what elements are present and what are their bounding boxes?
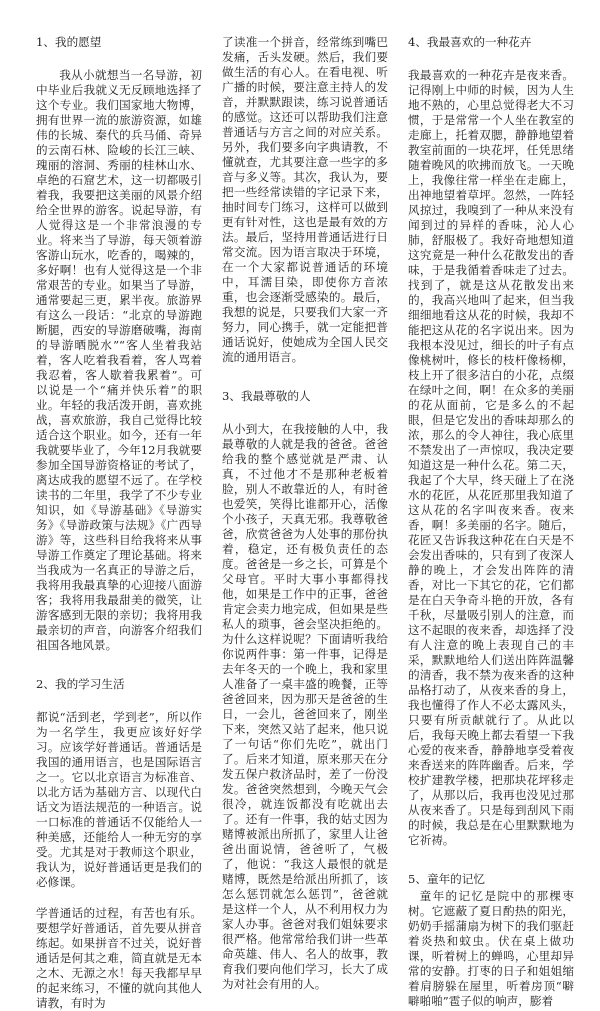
section-heading-my-wish: 1、我的愿望 [36,35,102,49]
section-heading-favorite-flower: 4、我最喜欢的一种花卉 [408,35,532,49]
paragraph-childhood-memory: 童年的记忆是院中的那棵枣树。它遮蔽了夏日酌热的阳光，奶奶手摇蒲扇为树下的我们驱赶着炎热和蚊虫。伏在桌上做功课，听着树上的蝉鸣，心里却异常的安静。打枣的日子和姐姐缩着肩膀躲在屋里，听着房顶“噼噼啪啪”雹子似的响声，膨着 [408,889,574,1008]
column-1 [36,35,202,1011]
paragraph-study-life-2: 学普通话的过程，有苦也有乐。要想学好普通话，首先要从拼音练起。如果拼音不过关，说好普通话是何其之难，简直就是无本之木、无源之水！每天我都早早的起来练习，不懂的就向其他人请教，有时为 [36,906,202,1010]
section-heading-childhood-memory: 5、童年的记忆 [408,872,485,886]
column-2 [222,35,388,992]
section-heading-respected-person: 3、我最尊敬的人 [222,389,311,403]
column-3 [408,35,574,1009]
paragraph-study-life-2-continued: 了读准一个拼音，经常练到嘴巴发痛，舌头发硬。然后，我们要做生活的有心人。在看电视、听广播的时候，要注意主持人的发音，并默默跟读，练习说普通话的感觉。这还可以帮助我们注意普通话与方言之间的对应关系。另外，我们要多向字典请教，不懂就查，尤其要注意一些字的多音与多义等。其次，我认为，要把一些经常读错的字记录下来，抽时间专门练习，这样可以做到更有针对性，这也是最有效的方法。最后，坚持用普通话进行日常交流。因为语言取决于环境，在一个大家都说普通话的环境中，耳濡目染，即使你方音浓重，也会逐渐受感染的。最后，我想的说是，只要我们大家一齐努力，同心携手，就一定能把普通话说好，使她成为全国人民交流的通用语言。 [222,35,388,364]
paragraph-my-wish: 我从小就想当一名导游，初中毕业后我就义无反顾地选择了这个专业。我们国家地大物博，拥有世界一流的旅游资源，如雄伟的长城、秦代的兵马俑、奇异的云南石林、险峻的长江三峡、瑰丽的溶洞、秀丽的桂林山水、卓绝的石窟艺术，这一切都吸引着我，我要把这美丽的风景介绍给全世界的游客。说起导游，有人觉得这是一个非常浪漫的专业。将来当了导游，每天领着游客游山玩水，吃香的，喝辣的，多好啊！也有人觉得这是一个非常艰苦的专业。如果当了导游，通常要起三更，累半夜。旅游界有这么一段话：“北京的导游跑断腿，西安的导游磨破嘴，海南的导游晒脱水”“客人坐着我站着，客人吃着我看着，客人骂着我忍着，客人歇着我累着”。可以说是一个“痛并快乐着”的职业。年轻的我活泼开朗，喜欢挑战，喜欢旅游，我自己觉得比较适合这个职业。如今，还有一年我就要毕业了，今年12月我就要参加全国导游资格证的考试了，离达成我的愿望不远了。在学校读书的二年里，我学了不少专业知识，如《导游基础》《导游实务》《导游政策与法规》《广西导游》等，这些科目给我将来从事导游工作奠定了理论基础。将来当我成为一名真正的导游之后，我将用我最真挚的心迎接八面游客；我将用我最甜美的微笑，让游客感到无限的亲切；我将用我最亲切的声音，向游客介绍我们祖国各地风景。 [36,68,202,652]
paragraph-study-life-1: 都说“活到老，学到老”，所以作为一名学生，我更应该好好学习。应该学好普通话。普通话是我国的通用语言，也是国际语言之一。它以北京语言为标准音、以北方话为基础方言、以现代白话文为语法规范的一种语言。说一口标准的普通话不仅能给人一种美感，还能给人一种无穷的享受。尤其是对于教师这个职业，我认为，说好普通话更是我们的必修课。 [36,710,202,889]
paragraph-favorite-flower: 我最喜欢的一种花卉是夜来香。记得刚上中师的时候，因为人生地不熟的，心里总觉得老大不习惯，于是常常一个人坐在教室的走廊上，托着双腮，静静地望着教室前面的一块花坪，任凭思绪随着晚风的吹拂而放飞。一天晚上，我像往常一样坐在走廊上，出神地望着草坪。忽然，一阵轻风掠过，我嗅到了一种从来没有闻到过的异样的香味，沁人心肺，舒服极了。我好奇地想知道这究竟是一种什么花散发出的香味，于是我循着香味走了过去。找到了，就是这从花散发出来的，我高兴地叫了起来，但当我细细地看这从花的时候，我却不能把这从花的名字说出来。因为我根本没见过，细长的叶子有点像桃树叶，修长的枝杆像杨柳，枝上开了很多洁白的小花，点缀在绿叶之间，啊！在众多的美丽的花从面前，它是多么的不起眼，但是它发出的香味却那么的浓，那么的令人神往，我心底里不禁发出了一声惊叹，我决定要知道这是一种什么花。第二天，我起了个大早，终天碰上了在浇水的花匠，从花匠那里我知道了这从花的名字叫夜来香。夜来香，啊！多美丽的名字。随后，花匠又告诉我这种花在白天是不会发出香味的，只有到了夜深人静的晚上，才会发出阵阵的清香，对比一下其它的花，它们都是在白天争奇斗艳的开放，各有千秋，尽量吸引别人的注意，而这不起眼的夜来香，却选择了没有人注意的晚上表现自己的丰采，默默地给人们送出阵阵温馨的清香，我不禁为夜来香的这种品格打动了，从夜来香的身上，我也懂得了作人不必太露风头，只要有所贡献就行了。从此以后，我每天晚上都去看望一下我心爱的夜来香，静静地享受着夜来香送来的阵阵幽香。后来，学校扩建教学楼，把那块花坪移走了，从那以后，我再也没见过那从夜来香了。只是每到刮风下雨的时候，我总是在心里默默地为它祈祷。 [408,68,574,847]
paragraph-respected-person: 从小到大，在我接触的人中，我最尊敬的人就是我的爸爸。爸爸给我的整个感觉就是严肃、认真，不过他才不是那种老板着脸，别人不敢靠近的人，有时爸也爱笑，笑得比谁都开心，活像个小孩子，天真无邪。我尊敬爸爸，欣赏爸爸为人处事的那份执着，稳定，还有极负责任的态度。爸爸是一乡之长，可算是个父母官。平时大事小事都得找他，如果是工作中的正事，爸爸肯定会卖力地完成，但如果是些私人的琐事，爸会坚决拒绝的。为什么这样说呢？下面请听我给你说两件事：第一件事，记得是去年冬天的一个晚上，我和家里人准备了一桌丰盛的晚餐，正等爸爸回来，因为那天是爸爸的生日，一会儿，爸爸回来了，刚坐下来，突然又站了起来，他只说了一句话“你们先吃”，就出门了。后来才知道，原来那天在分发五保户救济品时，差了一份没发。爸爸突然想到，今晚天气会很冷，就连饭都没有吃就出去了。还有一件事，我的姑丈因为赌博被派出所抓了，家里人让爸爸出面说情，爸爸听了，气极了，他说：“我这人最恨的就是赌博，既然是给派出所抓了，该怎么惩罚就怎么惩罚”，爸爸就是这样一个人，从不利用权力为家人办事。爸爸对我们姐妹要求很严格。他常常给我们讲一些革命英雄、伟人、名人的故事，教育我们要向他们学习，长大了成为对社会有用的人。 [222,422,388,991]
section-heading-study-life: 2、我的学习生活 [36,677,125,691]
